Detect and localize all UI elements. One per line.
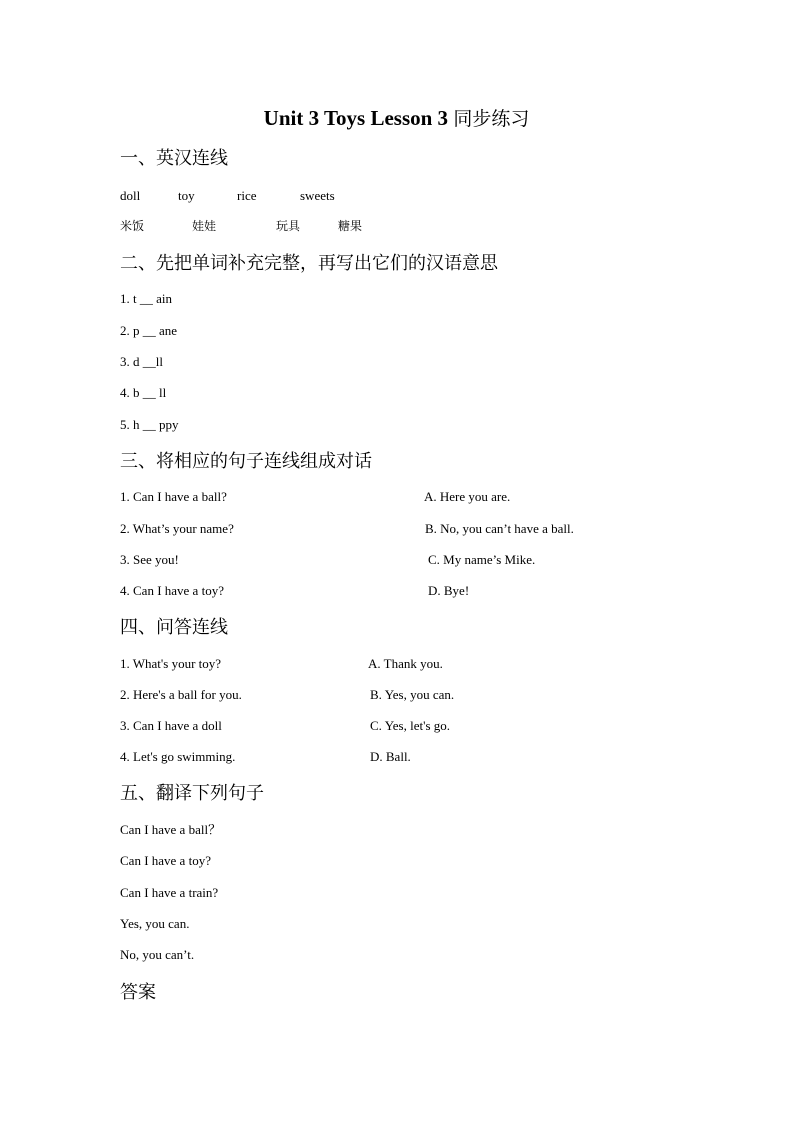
english-word-toy: toy <box>178 188 195 203</box>
translate-item: Yes, you can. <box>120 916 190 931</box>
translate-item: No, you can’t. <box>120 947 195 962</box>
qa-right: A. Thank you. <box>368 656 443 671</box>
dialogue-left: 3. See you! <box>120 552 179 567</box>
qa-right: D. Ball. <box>370 749 411 764</box>
section5-heading: 五、翻译下列句子 <box>120 783 264 804</box>
chinese-word-toy: 玩具 <box>276 219 301 233</box>
fill-item: 5. h __ ppy <box>120 417 179 432</box>
translate-item: Can I have a toy? <box>120 853 211 868</box>
dialogue-right: A. Here you are. <box>424 489 511 504</box>
section4-heading: 四、问答连线 <box>120 617 228 638</box>
english-word-rice: rice <box>237 188 257 203</box>
answer-heading: 答案 <box>120 982 156 1003</box>
dialogue-right: D. Bye! <box>428 583 470 598</box>
qa-right: C. Yes, let's go. <box>370 718 450 733</box>
dialogue-left: 4. Can I have a toy? <box>120 583 224 598</box>
dialogue-right: B. No, you can’t have a ball. <box>425 521 574 536</box>
qa-right: B. Yes, you can. <box>370 687 455 702</box>
title-english: Unit 3 Toys Lesson 3 <box>263 106 449 130</box>
translate-item: Can I have a train? <box>120 885 219 900</box>
section1-heading: 一、英汉连线 <box>120 148 228 169</box>
dialogue-right: C. My name’s Mike. <box>428 552 536 567</box>
dialogue-left: 2. What’s your name? <box>120 521 234 536</box>
chinese-word-sweets: 糖果 <box>338 219 363 233</box>
fill-item: 2. p __ ane <box>120 323 178 338</box>
chinese-word-doll: 娃娃 <box>192 219 217 233</box>
fill-item: 1. t __ ain <box>120 291 172 306</box>
qa-left: 4. Let's go swimming. <box>120 749 236 764</box>
section2-heading: 二、先把单词补充完整，再写出它们的汉语意思 <box>120 253 498 274</box>
english-word-sweets: sweets <box>300 188 335 203</box>
page-title <box>0 104 793 133</box>
qa-left: 3. Can I have a doll <box>120 718 222 733</box>
section3-heading: 三、将相应的句子连线组成对话 <box>120 451 372 472</box>
qa-left: 2. Here's a ball for you. <box>120 687 242 702</box>
dialogue-left: 1. Can I have a ball? <box>120 489 227 504</box>
title-chinese: 同步练习 <box>453 108 530 130</box>
chinese-word-rice: 米饭 <box>120 219 145 233</box>
fill-item: 3. d __ll <box>120 354 163 369</box>
fill-item: 4. b __ ll <box>120 385 167 400</box>
qa-left: 1. What's your toy? <box>120 656 222 671</box>
english-word-doll: doll <box>120 188 141 203</box>
translate-item: Can I have a ball？ <box>120 822 222 837</box>
